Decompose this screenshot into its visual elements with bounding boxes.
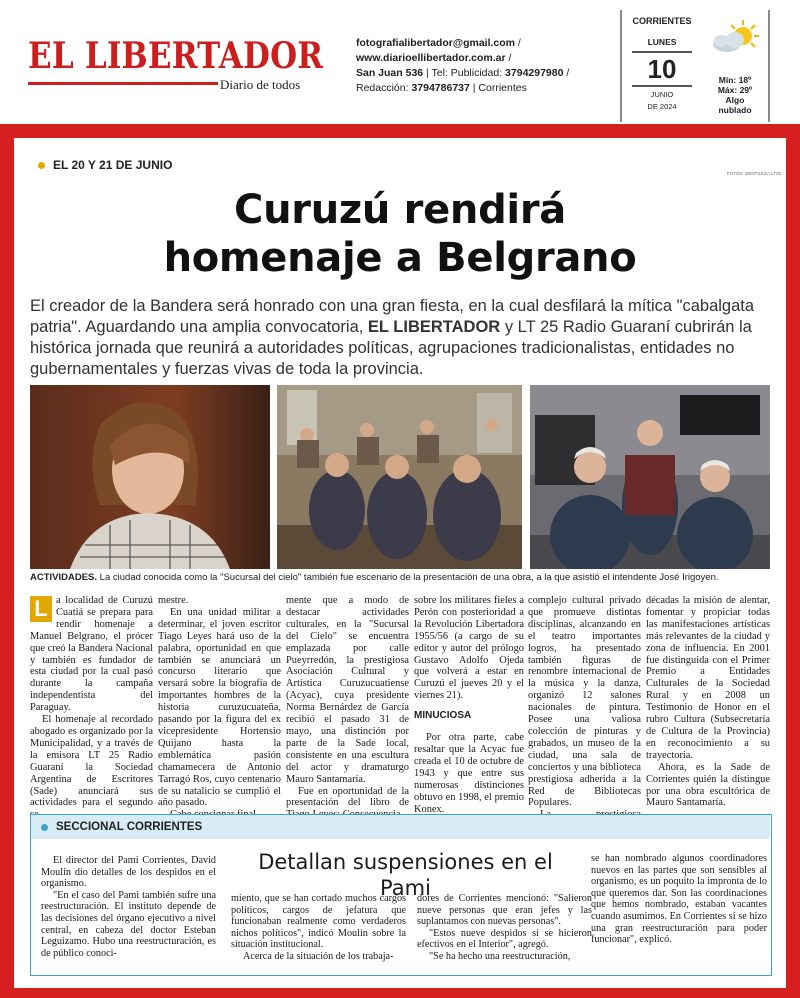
box-column-4: [591, 853, 767, 946]
bullet-dot-icon: [38, 162, 45, 169]
paragraph: Por otra parte, cabe resaltar que la Acyac fue creada el 10 de octubre de 1943 y que entre sus numerosas distinciones obtuvo en 1998, el premio Konex.: [414, 732, 524, 815]
photo-caption: [30, 572, 770, 583]
headline-line-2: homenaje a Belgrano: [163, 235, 637, 281]
date-month: JUNIO: [650, 90, 674, 99]
article-column-6: [646, 595, 770, 809]
lead-text-2: y LT 25 Radio Guaraní cubrirán la histórica jornada que reunirá a autoridades políticas, agrupaciones tradicionalistas, entidades no gubernamentales y fuerzas vivas de toda la provincia.: [30, 318, 752, 378]
subhead: MINUCIOSA: [414, 710, 472, 722]
article-column-1: [30, 595, 153, 821]
weather-condition-2: nublado: [718, 105, 752, 115]
lead-text: El creador de la Bandera será honrado con una gran fiesta, en la cual desfilará la mítica "cabalgata patria". Aguardando una amplia convocatoria,: [30, 297, 755, 336]
paragraph: complejo cultural privado que promueve distintas disciplinas, alcanzando en el teatro importantes logros, ha presentado también figuras de renombre internacional de la música y la danza, organizó 12 salones nacionales de pintura. Posee una valiosa colección de pinturas y grabados, un museo de la ciudad, una sala de conciertos y una biblioteca prestigiosa adherida a la Red de Bibliotecas Populares.: [528, 595, 641, 809]
article-kicker: [38, 158, 172, 172]
photo-three-men[interactable]: [530, 385, 770, 569]
box-column-2: [231, 893, 406, 963]
paragraph: [30, 595, 153, 714]
photo-credit: FOTOS: GENTILEZA LT25: [727, 171, 781, 176]
paragraph: mente que a modo de destacar actividades culturales, en la "Sucursal del Cielo" se encuentra emplazada por calle Pueyrredón, la prestigiosa Asociación Cultural y Artística Curuzucuatiense (Acyac), cuya presidente Norma Bernárdez de García recibió el pasado 31 de mayo, una distinción por parte de la Sade local, consistente en una escultura del actor y dramaturgo Mauro Santamaría.: [286, 595, 409, 785]
separator: /: [505, 52, 512, 64]
date-city: CORRIENTES: [632, 16, 692, 26]
paragraph: Fue en oportunidad de la presentación del libro de: [286, 785, 409, 809]
tel-label: | Tel: Publicidad:: [423, 67, 506, 79]
caption-label: ACTIVIDADES.: [30, 572, 98, 583]
date-day-of-week: LUNES: [647, 37, 677, 47]
weather-condition: Algo: [725, 95, 745, 105]
box-section-header: [31, 815, 770, 839]
date-rule: [632, 85, 692, 87]
paragraph-text: a localidad de Curuzú Cuatiá se prepara para rendir homenaje a Manuel Belgrano, el prócer que creó la Bandera Nacional y también es fundador de esta ciudad por la cual pasó durante la campaña independentista del Paraguay.: [30, 595, 153, 714]
photo-audience[interactable]: [277, 385, 522, 569]
paragraph: El homenaje al recordado abogado es organizado por la Municipalidad, y a través de la emisora LT 25 Radio Guaraní la Sociedad Argentina de Escritores (Sade) anunciará sus actividades para el segundo: [30, 714, 153, 809]
date-weather-box: [620, 10, 770, 122]
weather-min: Mín: 18º: [718, 75, 752, 85]
contact-email[interactable]: fotografialibertador@gmail.com: [356, 37, 516, 49]
article-lead: [30, 296, 770, 380]
men-group-image: [530, 385, 770, 569]
sidebar-news-box: [30, 814, 772, 976]
lead-bold: EL LIBERTADOR: [367, 318, 501, 336]
dropcap: L: [30, 596, 52, 622]
paragraph: miento, que se han cortado muchos cargos políticos, cargos de jefatura que funcionaban realmente como verdaderos nichos políticos", indicó Moulin sobre la situación institucional.: [231, 893, 406, 951]
partly-cloudy-sun-icon: [709, 18, 761, 56]
section-label: SECCIONAL CORRIENTES: [56, 821, 203, 833]
audience-image: [277, 385, 522, 569]
weather-max: Máx: 29º: [717, 85, 753, 95]
article-column-2: [158, 595, 281, 821]
contact-website[interactable]: www.diarioellibertador.com.ar: [356, 52, 506, 64]
paragraph: "Estos nueve despidos sí se hicieron efectivos en el Interior", agregó.: [417, 927, 592, 951]
paragraph: mestre.: [158, 595, 189, 606]
paragraph: sobre los militares fieles a Perón con posterioridad a la Revolución Libertadora 1955/56 (a cargo de su editor y autor del prólogo Gustavo Adolfo Ojeda que volverá a estar en Curuzú el jueves 20 y el viernes 21).: [414, 595, 524, 702]
portrait-image: [30, 385, 270, 569]
paragraph: El director del Pami Corrientes, David Moulin dio detalles de los despidos en el organismo.: [41, 855, 216, 890]
paragraph: En una unidad militar a determinar, el joven escritor Tiago Leyes hará uso de la palabra, oportunidad en que también se anunciará un concurso literario que versará sobre la biografía de importantes hombres de la historia curuzucuateña, pasando por la figura del ex vicepresidente Hortensio Quijano hasta la emblemática pasión chamamecera de Antonio Tarragó Ros, cuyo centenario de su natalicio se cumplió el año pasado.: [158, 606, 281, 809]
paragraph: Ahora, es la Sade de Corrientes quién la distingue por una obra escultórica de Mauro Santamaría.: [646, 761, 770, 809]
box-column-1: [41, 855, 216, 959]
contact-info: [356, 36, 569, 96]
photo-woman-portrait[interactable]: [30, 385, 270, 569]
contact-address: San Juan 536: [356, 67, 424, 79]
date-year: DE 2024: [647, 102, 677, 111]
date-rule: [632, 51, 692, 53]
headline-line-1: Curuzú rendirá: [234, 187, 566, 233]
separator: /: [515, 37, 521, 49]
date-day: 10: [647, 54, 677, 84]
box-headline[interactable]: Detallan suspensiones en el Pami: [258, 850, 553, 900]
article-headline[interactable]: [30, 186, 770, 282]
tel-publicidad[interactable]: 3794297980: [505, 67, 564, 79]
separator: /: [563, 67, 570, 79]
redaccion-label: Redacción:: [356, 82, 412, 94]
article-column-3: [286, 595, 409, 821]
masthead: [0, 0, 800, 122]
date-block: [632, 10, 692, 111]
box-column-3: [417, 893, 592, 963]
caption-text: La ciudad conocida como la "Sucursal del cielo" también fue escenario de la presentación de una obra, a la que asistió el intendente José Irigoyen.: [97, 572, 719, 583]
bullet-dot-icon: [41, 824, 48, 831]
city-suffix: | Corrientes: [469, 82, 527, 94]
weather-block: [702, 18, 768, 115]
paragraph: décadas la misión de alentar, fomentar y propiciar todas las manifestaciones artísticas más relevantes de la ciudad y zona de influencia. En 2001 fue distinguida con el Primer Premio a Entidades Culturales de la Sociedad Rural y en 2008 un Testimonio de Honor en el rubro Cultura (Subsecretaría de Cultura de la Provincia) en reconocimiento a su trayectoria.: [646, 595, 770, 761]
paragraph: Acerca de la situación de los trabaja-: [243, 950, 394, 962]
kicker-text: EL 20 Y 21 DE JUNIO: [53, 158, 173, 172]
paragraph: se han nombrado algunos coordinadores nuevos en las partes que son sensibles al organismo, es un poquito la impronta de lo que queremos dar. Son las coordinaciones que hemos nombrado, estaban vacantes cuando asumimos. En Corrientes sí se hizo una gran reestructuración para poder funcionar", explicó.: [591, 853, 767, 946]
tel-redaccion[interactable]: 3794786737: [411, 82, 470, 94]
article-column-4: [414, 595, 524, 827]
paragraph: "Se ha hecho una reestructuración,: [429, 950, 571, 962]
paragraph: dores de Corrientes mencionó: "Salieron nueve personas que eran jefes y las suplantamos con nuevas personas".: [417, 893, 592, 928]
logo-subtitle: Diario de todos: [220, 77, 301, 92]
logo-title: EL LIBERTADOR: [28, 34, 324, 78]
paragraph: "En el caso del Pami también sufre una reestructuración. El instituto depende de las decisiones del órgano ejecutivo a nivel central, en cabeza del doctor Esteban Leguizamo. Hubo una reestructuración, es de público conoci-: [41, 889, 216, 959]
newspaper-logo[interactable]: [28, 34, 324, 92]
